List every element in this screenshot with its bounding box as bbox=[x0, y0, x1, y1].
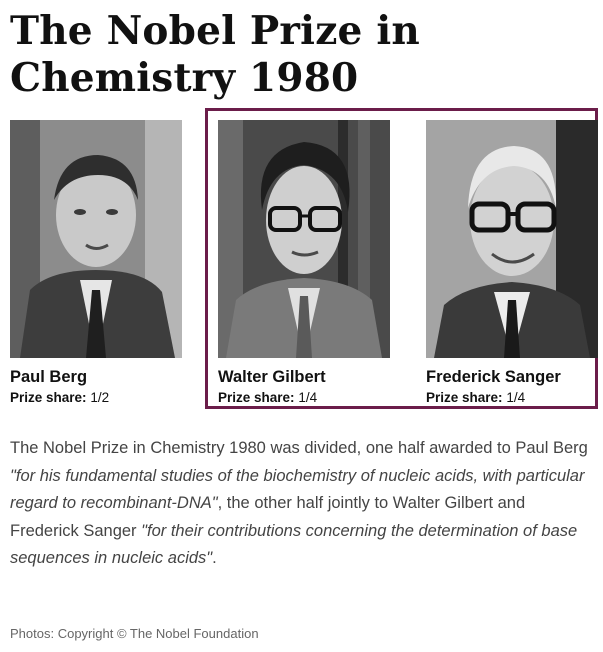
page-title-line-2: Chemistry 1980 bbox=[10, 55, 359, 101]
laureate-card-paul-berg bbox=[10, 120, 182, 406]
description-text: , the other half jointly to Walter Gilbert and Frederick Sanger bbox=[10, 494, 526, 540]
page-title-line-1: The Nobel Prize in bbox=[10, 8, 420, 54]
prize-share-label: Prize share: bbox=[426, 390, 503, 405]
portrait-image-frederick-sanger bbox=[426, 120, 598, 358]
prize-share-value: 1/4 bbox=[298, 390, 318, 405]
portrait-image-paul-berg bbox=[10, 120, 182, 358]
laureate-name: Walter Gilbert bbox=[218, 368, 326, 386]
motivation-quote-berg: "for his fundamental studies of the biochemistry of nucleic acids, with particular regard to recombinant-DNA" bbox=[10, 466, 585, 512]
motivation-quote-gilbert-sanger: "for their contributions concerning the determination of base sequences in nucleic acids" bbox=[10, 521, 578, 567]
laureate-card-walter-gilbert bbox=[218, 120, 390, 406]
prize-share-value: 1/4 bbox=[506, 390, 526, 405]
prize-description bbox=[10, 435, 598, 573]
description-text: . bbox=[212, 549, 217, 567]
prize-share bbox=[426, 390, 598, 406]
page-title bbox=[10, 8, 420, 102]
prize-share-value: 1/2 bbox=[90, 390, 110, 405]
prize-share-label: Prize share: bbox=[218, 390, 295, 405]
portrait-image-walter-gilbert bbox=[218, 120, 390, 358]
photo-credit: Photos: Copyright © The Nobel Foundation bbox=[10, 626, 259, 641]
prize-share bbox=[10, 390, 182, 406]
laureate-name: Frederick Sanger bbox=[426, 368, 561, 386]
portrait-photo-frederick-sanger bbox=[426, 120, 598, 358]
laureate-name: Paul Berg bbox=[10, 368, 88, 386]
portrait-photo-walter-gilbert bbox=[218, 120, 390, 358]
prize-share-label: Prize share: bbox=[10, 390, 87, 405]
laureate-card-frederick-sanger bbox=[426, 120, 598, 406]
prize-share bbox=[218, 390, 390, 406]
portrait-photo-paul-berg bbox=[10, 120, 182, 358]
description-text: The Nobel Prize in Chemistry 1980 was divided, one half awarded to Paul Berg bbox=[10, 439, 588, 457]
